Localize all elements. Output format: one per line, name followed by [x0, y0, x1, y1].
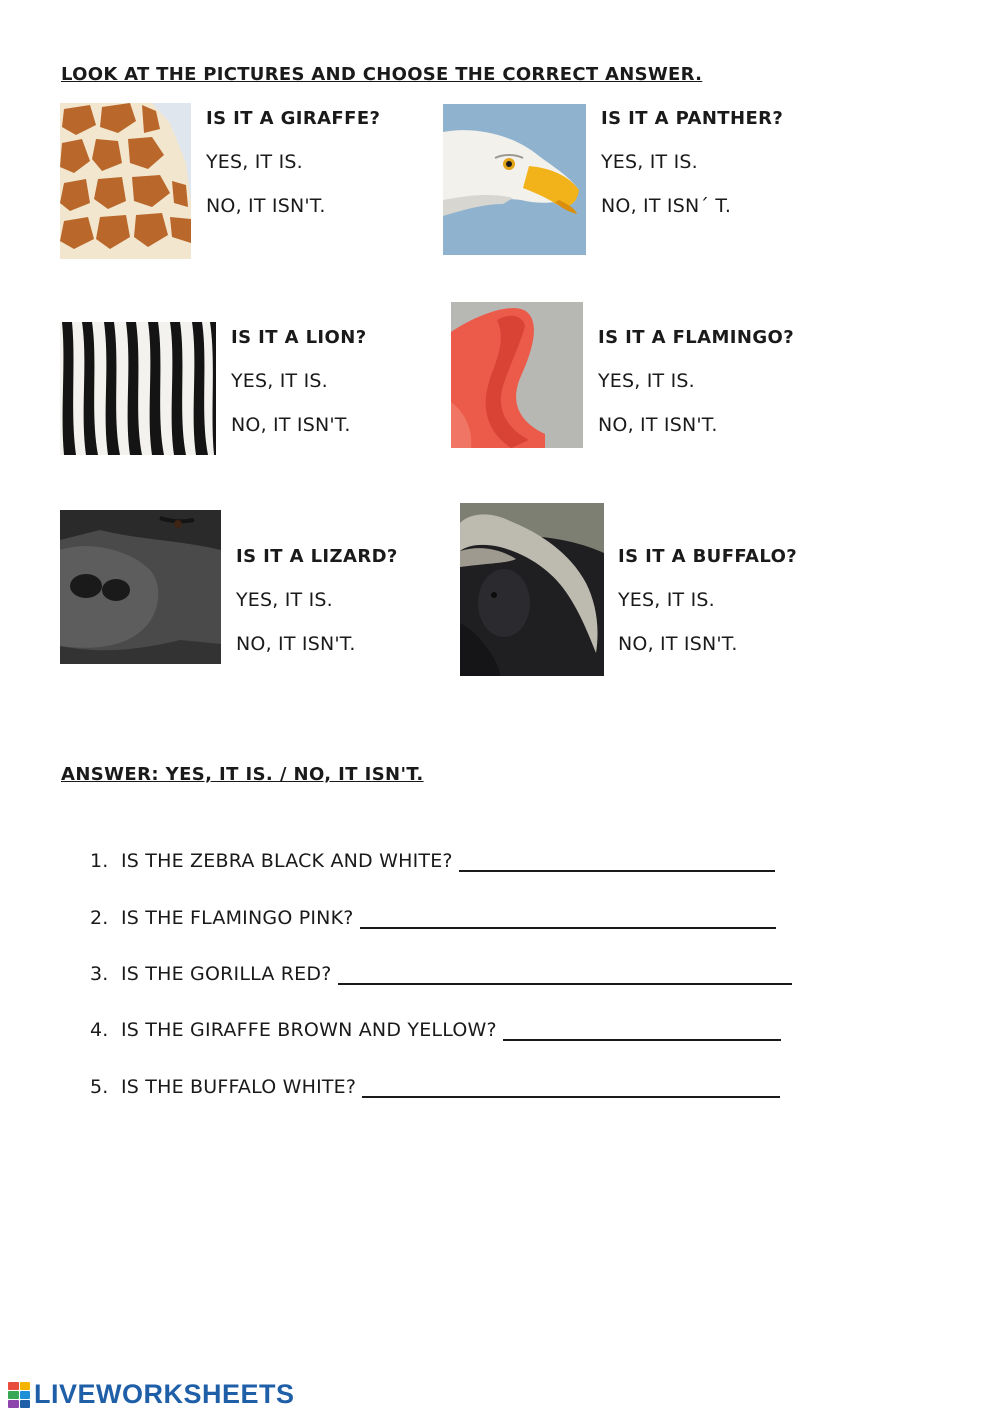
answer-blank-2[interactable] [360, 909, 776, 929]
zebra-picture [60, 322, 216, 455]
question-text: IS THE GORILLA RED? [121, 963, 332, 985]
question-text: IS THE FLAMINGO PINK? [121, 907, 354, 929]
card-question-4: IS IT A FLAMINGO? [598, 327, 795, 348]
question-text: IS THE ZEBRA BLACK AND WHITE? [121, 850, 453, 872]
card-question-6: IS IT A BUFFALO? [618, 546, 798, 567]
card-no-option-2[interactable]: NO, IT ISN´ T. [601, 195, 732, 217]
card-no-option-1[interactable]: NO, IT ISN'T. [206, 195, 326, 217]
question-item-3 [90, 963, 792, 985]
card-yes-option-4[interactable]: YES, IT IS. [598, 370, 695, 392]
flamingo-picture [451, 302, 583, 448]
question-number: 1. [90, 850, 109, 872]
liveworksheets-logo [8, 1379, 295, 1410]
card-yes-option-5[interactable]: YES, IT IS. [236, 589, 333, 611]
question-text: IS THE BUFFALO WHITE? [121, 1076, 357, 1098]
card-question-3: IS IT A LION? [231, 327, 367, 348]
card-question-1: IS IT A GIRAFFE? [206, 108, 381, 129]
card-yes-option-2[interactable]: YES, IT IS. [601, 151, 698, 173]
card-yes-option-1[interactable]: YES, IT IS. [206, 151, 303, 173]
answer-blank-1[interactable] [459, 852, 775, 872]
buffalo-picture [460, 503, 604, 676]
question-number: 5. [90, 1076, 109, 1098]
eagle-picture [443, 104, 586, 255]
card-no-option-6[interactable]: NO, IT ISN'T. [618, 633, 738, 655]
question-item-4 [90, 1019, 781, 1041]
card-question-5: IS IT A LIZARD? [236, 546, 398, 567]
logo-blocks-icon [8, 1382, 30, 1408]
instruction-heading: LOOK AT THE PICTURES AND CHOOSE THE CORRECT ANSWER. [61, 64, 703, 85]
answer-blank-5[interactable] [362, 1078, 780, 1098]
question-item-1 [90, 850, 775, 872]
question-text: IS THE GIRAFFE BROWN AND YELLOW? [121, 1019, 497, 1041]
card-no-option-5[interactable]: NO, IT ISN'T. [236, 633, 356, 655]
answer-heading: ANSWER: YES, IT IS. / NO, IT ISN'T. [61, 764, 424, 785]
question-item-5 [90, 1076, 780, 1098]
question-number: 2. [90, 907, 109, 929]
answer-blank-4[interactable] [503, 1021, 781, 1041]
question-number: 3. [90, 963, 109, 985]
card-no-option-4[interactable]: NO, IT ISN'T. [598, 414, 718, 436]
answer-blank-3[interactable] [338, 965, 792, 985]
question-item-2 [90, 907, 776, 929]
gorilla-picture [60, 510, 221, 664]
card-yes-option-3[interactable]: YES, IT IS. [231, 370, 328, 392]
card-question-2: IS IT A PANTHER? [601, 108, 784, 129]
card-no-option-3[interactable]: NO, IT ISN'T. [231, 414, 351, 436]
giraffe-picture [60, 103, 191, 259]
question-number: 4. [90, 1019, 109, 1041]
logo-text: LIVEWORKSHEETS [34, 1379, 295, 1409]
card-yes-option-6[interactable]: YES, IT IS. [618, 589, 715, 611]
